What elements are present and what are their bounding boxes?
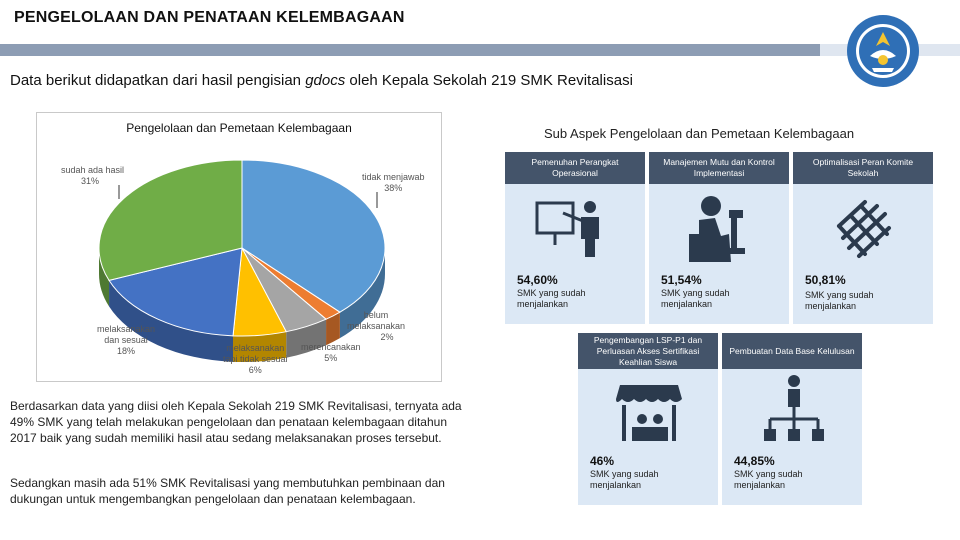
summary-paragraph-2: Sedangkan masih ada 51% SMK Revitalisasi yang membutuhkan pembinaan dan dukungan untuk mengembangkan pengelolaan dan penataan kelembagaan. xyxy=(10,476,445,506)
card-percent: 46% xyxy=(590,454,615,468)
card-heading: Manajemen Mutu dan Kontrol Implementasi xyxy=(649,152,789,184)
microscope-icon xyxy=(685,192,751,262)
card-heading: Pemenuhan Perangkat Operasional xyxy=(505,152,645,184)
card-heading: Optimalisasi Peran Komite Sekolah xyxy=(793,152,933,184)
header-bar xyxy=(0,44,820,56)
card-percent: 51,54% xyxy=(661,273,702,287)
pie-chart-title: Pengelolaan dan Pemetaan Kelembagaan xyxy=(126,121,352,135)
label-merencanakan: merencanakan 5% xyxy=(301,342,361,363)
sub-aspect-card-komite xyxy=(793,152,933,324)
card-desc: SMK yang sudah menjalankan xyxy=(517,288,586,309)
summary-paragraph-1: Berdasarkan data yang diisi oleh Kepala Sekolah 219 SMK Revitalisasi, ternyata ada 49% SMK yang telah melakukan pengelolaan dan penataan kelembagaan ditahun 2017 baik yang sudah memiliki hasil atau sedang melaksanakan proses tersebut. xyxy=(10,399,462,445)
teacher-icon xyxy=(533,197,607,259)
network-icon xyxy=(833,198,893,260)
card-desc: SMK yang sudah menjalankan xyxy=(734,469,803,490)
card-heading: Pengembangan LSP-P1 dan Perluasan Akses Sertifikasi Keahlian Siswa xyxy=(578,333,718,369)
sub-aspect-card-operasional xyxy=(505,152,645,324)
card-desc: SMK yang sudah menjalankan xyxy=(805,290,874,311)
sub-aspect-card-manajemen-mutu xyxy=(649,152,789,324)
label-dan-sesuai: melaksanakan dan sesuai 18% xyxy=(97,324,156,356)
label-tidak-menjawab: tidak menjawab 38% xyxy=(362,172,425,193)
card-desc: SMK yang sudah menjalankan xyxy=(590,469,659,490)
org-chart-icon xyxy=(762,373,826,449)
sub-aspect-card-lsp xyxy=(578,333,718,505)
sub-aspect-title: Sub Aspek Pengelolaan dan Pemetaan Kelembagaan xyxy=(544,126,855,141)
card-heading: Pembuatan Data Base Kelulusan xyxy=(722,333,862,369)
page-title: PENGELOLAAN DAN PENATAAN KELEMBAGAAN xyxy=(14,9,405,26)
card-percent: 50,81% xyxy=(805,273,846,287)
card-desc: SMK yang sudah menjalankan xyxy=(661,288,730,309)
intro-subtitle: Data berikut didapatkan dari hasil pengisian gdocs oleh Kepala Sekolah 219 SMK Revitalisasi xyxy=(10,72,633,89)
card-percent: 44,85% xyxy=(734,454,775,468)
label-sudah-ada-hasil: sudah ada hasil 31% xyxy=(61,165,125,186)
label-belum-melaksanakan: belum melaksanakan 2% xyxy=(347,310,406,342)
card-percent: 54,60% xyxy=(517,273,558,287)
tut-wuri-handayani-logo-icon xyxy=(846,14,920,88)
label-tapi-tidak-sesuai: melaksanakan tapi tidak sesuai 6% xyxy=(223,343,288,375)
sub-aspect-card-database xyxy=(722,333,862,505)
pie-chart-panel xyxy=(36,112,442,382)
store-icon xyxy=(614,381,684,445)
